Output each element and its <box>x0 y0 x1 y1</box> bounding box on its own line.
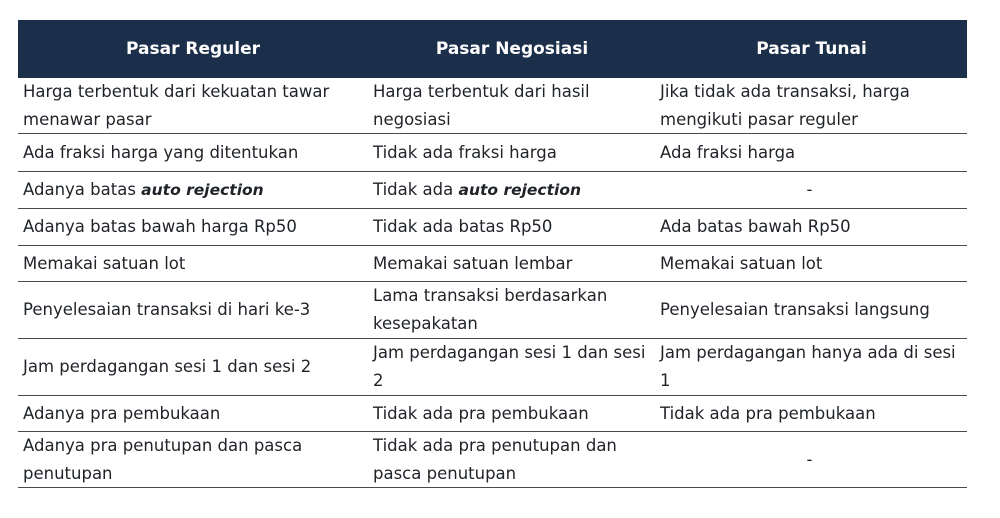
table-row <box>18 209 967 246</box>
cell-reguler: Jam perdagangan sesi 1 dan sesi 2 <box>23 357 312 376</box>
table-row <box>18 246 967 282</box>
table-row <box>18 134 967 172</box>
cell-negosiasi <box>368 172 656 208</box>
header-pasar-negosiasi: Pasar Negosiasi <box>435 39 589 59</box>
cell-negosiasi: Tidak ada fraksi harga <box>373 142 557 162</box>
cell-tunai: Jika tidak ada transaksi, harga mengikuti pasar reguler <box>660 81 910 129</box>
cell-reguler: Penyelesaian transaksi di hari ke-3 <box>23 300 311 319</box>
cell-reguler-prefix: Adanya batas <box>23 180 136 199</box>
cell-negosiasi: Tidak ada pra pembukaan <box>373 403 589 423</box>
cell-reguler-italic: auto rejection <box>141 181 264 199</box>
table-row <box>18 78 967 134</box>
table-row <box>18 396 967 432</box>
header-pasar-reguler: Pasar Reguler <box>126 39 260 59</box>
table-row <box>18 339 967 396</box>
cell-negosiasi: Lama transaksi berdasarkan kesepakatan <box>373 286 608 333</box>
cell-tunai: Jam perdagangan hanya ada di sesi 1 <box>660 343 956 390</box>
cell-negosiasi: Jam perdagangan sesi 1 dan sesi 2 <box>373 343 646 390</box>
cell-tunai: Penyelesaian transaksi langsung <box>660 300 930 319</box>
cell-negosiasi: Tidak ada batas Rp50 <box>373 217 553 236</box>
cell-tunai: Ada batas bawah Rp50 <box>660 217 851 236</box>
cell-tunai: Memakai satuan lot <box>660 253 823 273</box>
cell-reguler: Adanya pra penutupan dan pasca penutupan <box>23 435 303 483</box>
cell-negosiasi-prefix: Tidak ada <box>373 180 454 199</box>
table-row <box>18 172 967 209</box>
cell-tunai: Tidak ada pra pembukaan <box>660 403 876 423</box>
cell-reguler: Memakai satuan lot <box>23 253 186 273</box>
cell-negosiasi: Memakai satuan lembar <box>373 253 573 273</box>
table-header <box>18 20 967 78</box>
table-row <box>18 432 967 488</box>
comparison-table <box>18 20 967 488</box>
cell-reguler: Harga terbentuk dari kekuatan tawar menawar pasar <box>23 81 330 129</box>
cell-negosiasi: Harga terbentuk dari hasil negosiasi <box>373 81 590 129</box>
cell-reguler: Ada fraksi harga yang ditentukan <box>23 142 299 162</box>
cell-tunai: Ada fraksi harga <box>660 142 796 162</box>
cell-negosiasi-italic: auto rejection <box>458 181 582 199</box>
header-pasar-tunai: Pasar Tunai <box>756 39 867 59</box>
table-row <box>18 282 967 339</box>
cell-tunai: - <box>806 449 813 469</box>
cell-reguler <box>18 172 368 208</box>
cell-negosiasi: Tidak ada pra penutupan dan pasca penutupan <box>373 435 617 483</box>
cell-reguler: Adanya pra pembukaan <box>23 403 221 423</box>
cell-reguler: Adanya batas bawah harga Rp50 <box>23 217 297 236</box>
cell-tunai: - <box>806 180 813 199</box>
